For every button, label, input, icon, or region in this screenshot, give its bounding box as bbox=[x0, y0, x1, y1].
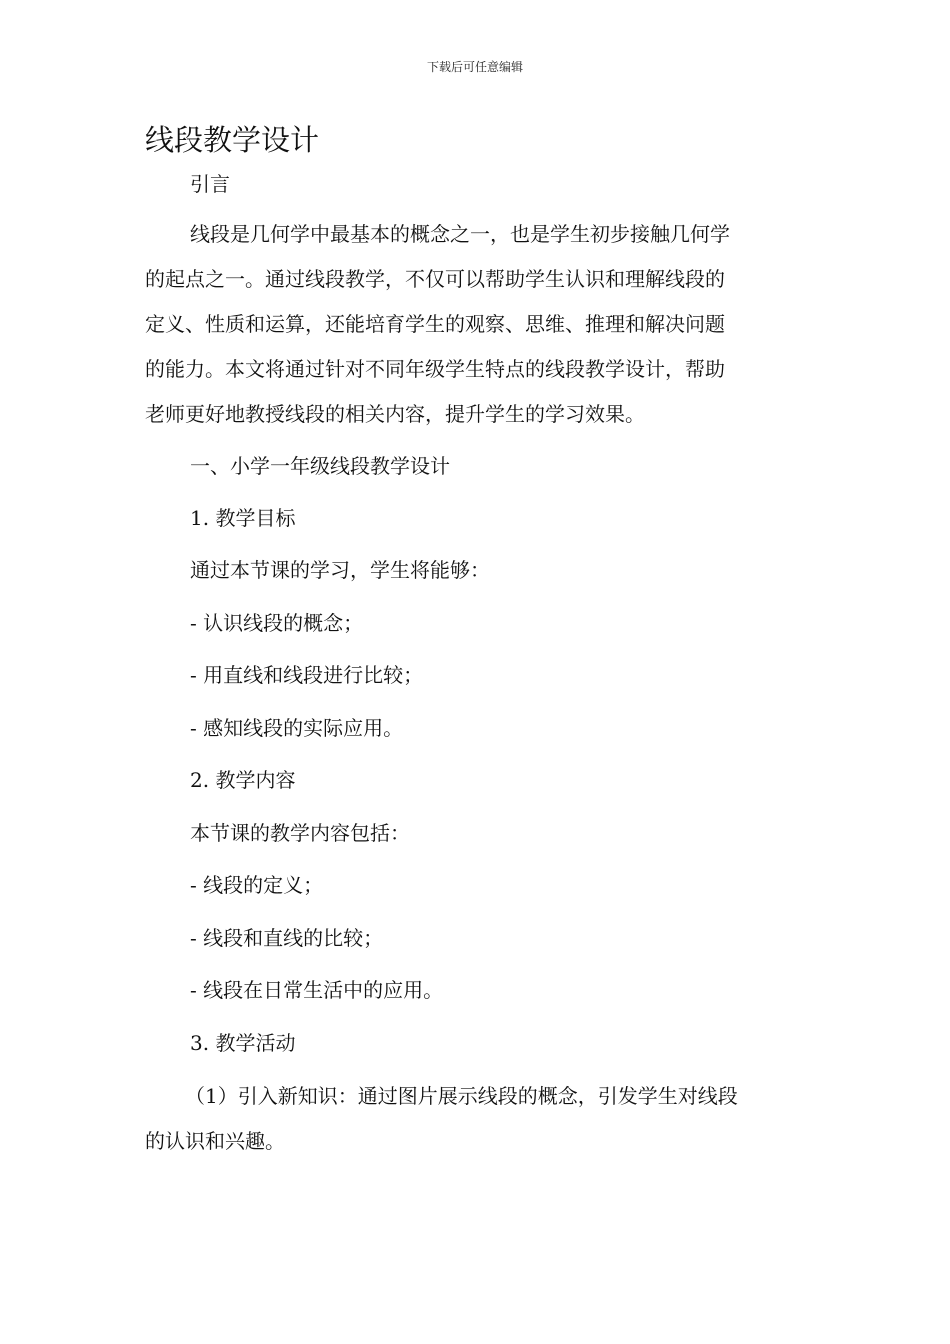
header-note: 下载后可任意编辑 bbox=[426, 60, 523, 74]
content-item: - 线段和直线的比较； bbox=[190, 926, 384, 950]
section-heading: 一、小学一年级线段教学设计 bbox=[190, 454, 450, 478]
intro-heading: 引言 bbox=[190, 172, 230, 196]
intro-paragraph bbox=[145, 212, 805, 437]
intro-line: 线段是几何学中最基本的概念之一，也是学生初步接触几何学 bbox=[190, 222, 730, 246]
intro-line: 的能力。本文将通过针对不同年级学生特点的线段教学设计，帮助 bbox=[145, 357, 725, 381]
activity-line: 的认识和兴趣。 bbox=[145, 1129, 285, 1153]
goal-item: - 认识线段的概念； bbox=[190, 611, 364, 635]
content-item: - 线段在日常生活中的应用。 bbox=[190, 978, 444, 1002]
goal-heading: 1. 教学目标 bbox=[190, 506, 296, 530]
content-heading: 2. 教学内容 bbox=[190, 768, 296, 792]
content-intro: 本节课的教学内容包括： bbox=[190, 821, 410, 845]
intro-line: 的起点之一。通过线段教学，不仅可以帮助学生认识和理解线段的 bbox=[145, 267, 725, 291]
document-title: 线段教学设计 bbox=[145, 123, 320, 157]
goal-intro: 通过本节课的学习，学生将能够： bbox=[190, 558, 490, 582]
goal-item: - 用直线和线段进行比较； bbox=[190, 663, 424, 687]
activity-paragraph bbox=[145, 1074, 805, 1164]
activity-heading: 3. 教学活动 bbox=[190, 1031, 296, 1055]
goal-item: - 感知线段的实际应用。 bbox=[190, 716, 404, 740]
activity-line: （1）引入新知识：通过图片展示线段的概念，引发学生对线段 bbox=[185, 1084, 738, 1108]
intro-line: 老师更好地教授线段的相关内容，提升学生的学习效果。 bbox=[145, 402, 645, 426]
intro-line: 定义、性质和运算，还能培育学生的观察、思维、推理和解决问题 bbox=[145, 312, 725, 336]
content-item: - 线段的定义； bbox=[190, 873, 324, 897]
